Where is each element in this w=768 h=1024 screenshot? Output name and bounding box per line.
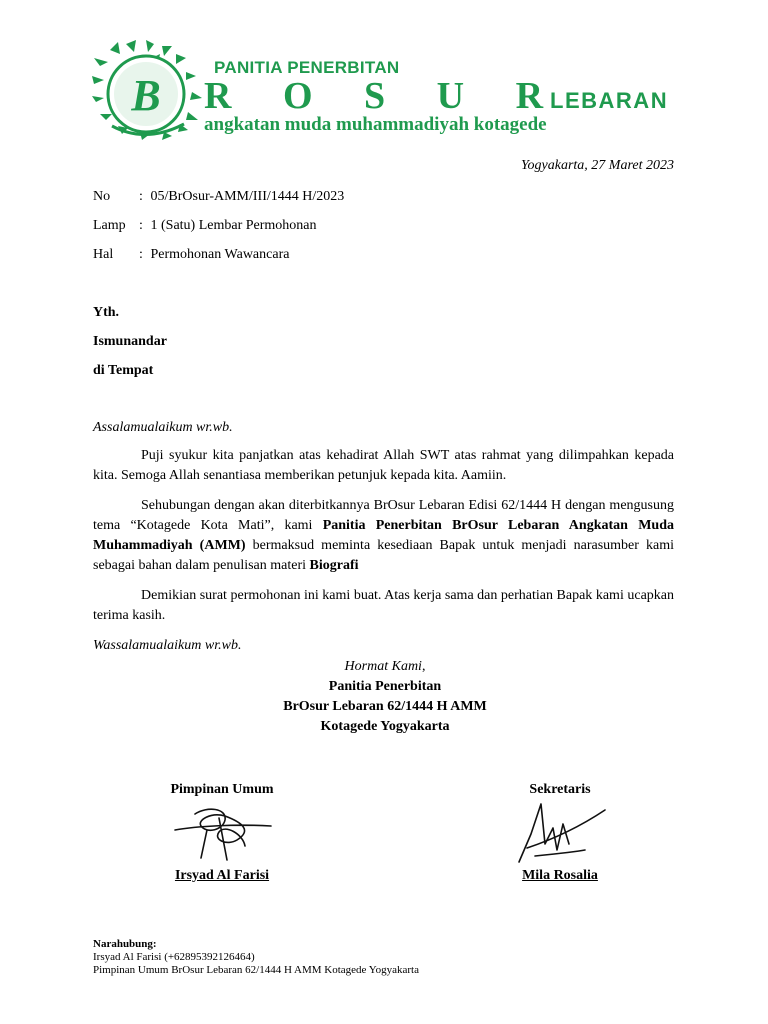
closing-greeting: Wassalamualaikum wr.wb.	[93, 638, 242, 653]
closing-line-1: Panitia Penerbitan	[328, 679, 442, 694]
letter-body	[93, 418, 674, 666]
signature-scribble-icon	[505, 800, 615, 866]
meta-row-number: No : 05/BrOsur-AMM/III/1444 H/2023	[93, 186, 344, 215]
contact-line-1: Irsyad Al Farisi (+62895392126464)	[93, 951, 255, 963]
signature-scribble-icon	[167, 800, 277, 866]
closing-line-3: Kotagede Yogyakarta	[320, 719, 450, 734]
letter-date: Yogyakarta, 27 Maret 2023	[521, 158, 674, 173]
letterhead-rosur: R O S U R	[204, 75, 565, 117]
signature-name: Mila Rosalia	[522, 868, 598, 883]
letterhead-lebaran: LEBARAN	[550, 88, 669, 113]
letterhead-brand	[204, 74, 668, 118]
greeting: Assalamualaikum wr.wb.	[93, 420, 233, 435]
closing-hormat: Hormat Kami,	[344, 659, 426, 674]
closing-hormat-text: Hormat Kami	[344, 659, 422, 674]
signature-title: Pimpinan Umum	[170, 782, 274, 797]
letterhead-title: PANITIA PENERBITAN	[214, 58, 400, 77]
recipient-salutation: Yth.	[93, 305, 120, 320]
meta-value: 05/BrOsur-AMM/III/1444 H/2023	[150, 189, 345, 204]
paragraph-2-text: Sehubungan dengan akan diterbitkannya BrOsur Lebaran Edisi 62/1444 H dengan mengusung tema “Kotagede Kota Mati”, kami	[93, 498, 674, 533]
meta-value: 1 (Satu) Lembar Permohonan	[150, 218, 317, 233]
signature-right	[460, 780, 660, 886]
paragraph-2-org: Panitia Penerbitan BrOsur Lebaran Angkatan Muda Muhammadiyah (AMM)	[93, 518, 674, 553]
contact-title: Narahubung:	[93, 938, 157, 950]
paragraph-2	[93, 496, 674, 576]
paragraph-2-text-cont: bermaksud meminta kesediaan Bapak untuk menjadi narasumber kami sebagai bahan dalam penulisan materi	[93, 538, 675, 573]
contact-line-2: Pimpinan Umum BrOsur Lebaran 62/1444 H AMM Kotagede Yogyakarta	[93, 964, 419, 976]
contact-block	[93, 938, 419, 977]
closing-block	[200, 657, 570, 737]
letterhead	[92, 40, 669, 144]
logo-letter: B	[131, 71, 161, 120]
signature-left	[122, 780, 322, 886]
paragraph-2-topic: Biografi	[309, 558, 359, 573]
meta-label: Lamp	[93, 218, 126, 233]
recipient-place: di Tempat	[93, 363, 154, 378]
signature-title: Sekretaris	[529, 782, 591, 797]
paragraph-3: Demikian surat permohonan ini kami buat. Atas kerja sama dan perhatian Bapak kami ucapkan terima kasih.	[93, 588, 674, 623]
signature-name: Irsyad Al Farisi	[174, 868, 270, 883]
meta-row-attachment: Lamp : 1 (Satu) Lembar Permohonan	[93, 215, 344, 244]
closing-line-2: BrOsur Lebaran 62/1444 H AMM	[283, 699, 487, 714]
paragraph-1: Puji syukur kita panjatkan atas kehadirat Allah SWT atas rahmat yang dilimpahkan kepada kita. Semoga Allah senantiasa memberikan petunjuk kepada kita. Aamiin.	[93, 448, 674, 483]
recipient-name: Ismunandar	[93, 334, 167, 349]
meta-label: Hal	[93, 247, 114, 262]
meta-row-subject: Hal : Permohonan Wawancara	[93, 244, 344, 273]
letterhead-subtitle: angkatan muda muhammadiyah kotagede	[204, 114, 547, 135]
recipient-block	[93, 302, 167, 389]
letter-meta	[93, 186, 344, 273]
meta-label: No	[93, 189, 111, 204]
brosur-logo-icon	[92, 40, 210, 144]
meta-value: Permohonan Wawancara	[150, 247, 290, 262]
